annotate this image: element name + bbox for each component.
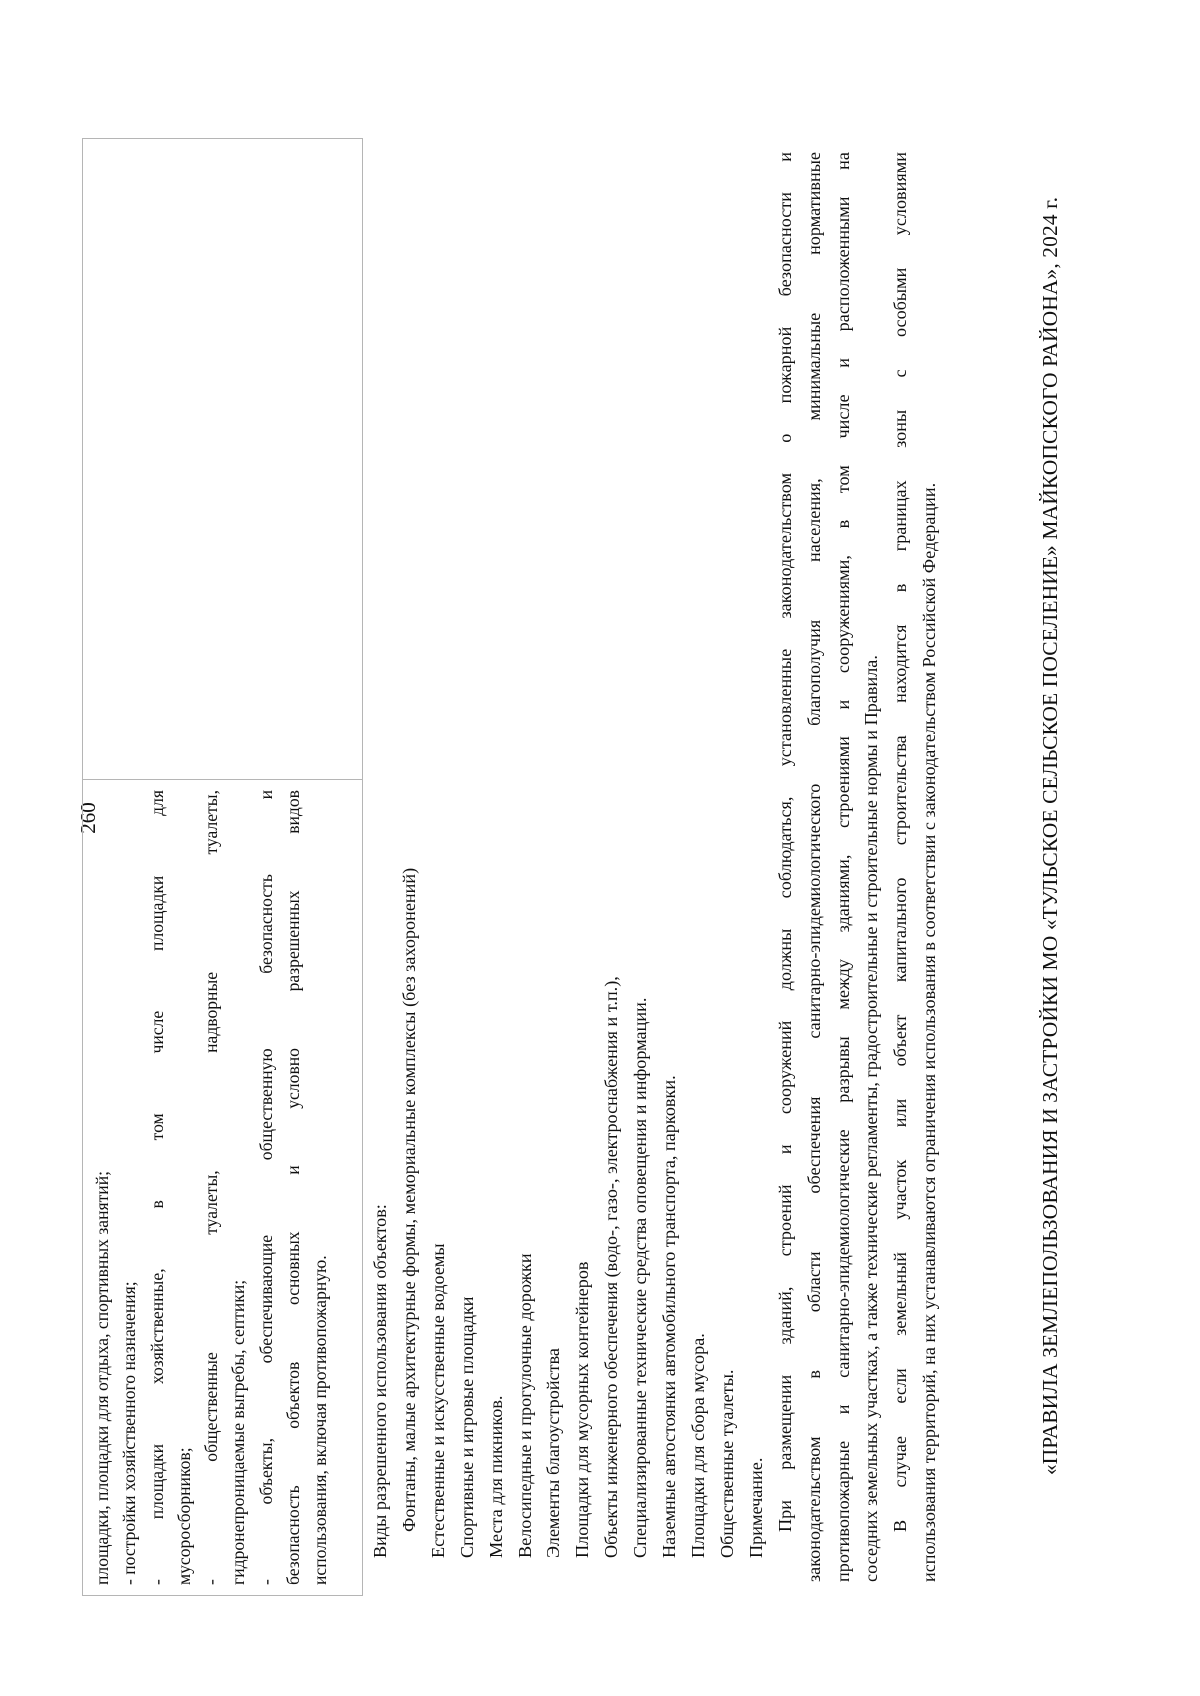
list-item: Площадки для мусорных контейнеров [572,1261,593,1558]
list-item: Места для пикников. [485,1395,506,1558]
list-item: Естественные и искусственные водоемы [427,1243,448,1558]
table-row [83,139,363,1596]
note-label: Примечание. [745,1457,766,1558]
table-cell-line: безопасность объектов основных и условно разрешенных видов [283,790,304,1585]
list-item: Велосипедные и прогулочные дорожки [514,1253,535,1558]
document-footer-title: «ПРАВИЛА ЗЕМЛЕПОЛЬЗОВАНИЯ И ЗАСТРОЙКИ МО «ТУЛЬСКОЕ СЕЛЬСКОЕ ПОСЕЛЕНИЕ» МАЙКОПСКОГО РАЙОНА», 2024 г. [1038,196,1062,1476]
table-cell-line: гидронепроницаемые выгребы, септики; [228,1279,249,1585]
list-item: Спортивные и игровые площадки [456,1296,477,1558]
paragraph-line: законодательством в области обеспечения санитарно-эпидемиологического благополучия населения, минимальные нормативные [803,152,824,1582]
table-cell-line: мусоросборников; [173,1447,194,1585]
list-item: Объекты инженерного обеспечения (водо-, газо-, электроснабжения и т.п.), [601,976,622,1558]
zoning-table [82,138,363,1596]
table-cell-line: - постройки хозяйственного назначения; [119,1281,140,1585]
list-item: Фонтаны, малые архитектурные формы, мемориальные комплексы (без захоронений) [398,867,419,1532]
table-cell-line: - общественные туалеты, надворные туалеты, [201,790,222,1585]
paragraph-line: противопожарные и санитарно-эпидемиологические разрывы между зданиями, строениями и сооружениями, в том числе и расположенными на [832,152,853,1582]
body-text [366,152,944,1582]
list-item: Специализированные технические средства оповещения и информации. [630,997,651,1558]
paragraph-line: соседних земельных участках, а также технические регламенты, градостроительные и строительные нормы и Правила. [861,655,882,1582]
list-item: Площадки для сбора мусора. [687,1333,708,1558]
table-cell-left [83,780,363,1596]
paragraph-line: В случае если земельный участок или объект капитального строительства находится в границах зоны с особыми условиями [890,152,911,1532]
table-cell-line: - объекты, обеспечивающие общественную безопасность и [255,790,276,1585]
table-cell-line: использования, включая противопожарную. [310,1255,331,1585]
list-item: Общественные туалеты. [716,1369,737,1558]
page-number: 260 [76,802,100,834]
table-cell-line: площадки, площадки для отдыха, спортивных занятий; [92,1170,112,1585]
list-heading: Виды разрешенного использования объектов: [370,1204,390,1558]
list-item: Наземные автостоянки автомобильного транспорта, парковки. [659,1075,680,1558]
list-item: Элементы благоустройства [543,1348,564,1558]
table-cell-right [83,139,363,780]
paragraph-line: использования территорий, на них устанавливаются ограничения использования в соответствии с законодательством Российской Федерации. [919,482,940,1582]
paragraph-line: При размещении зданий, строений и сооружений должны соблюдаться, установленные законодательством о пожарной безопасности и [774,152,795,1532]
table-cell-line: - площадки хозяйственные, в том числе площадки для [146,790,167,1585]
